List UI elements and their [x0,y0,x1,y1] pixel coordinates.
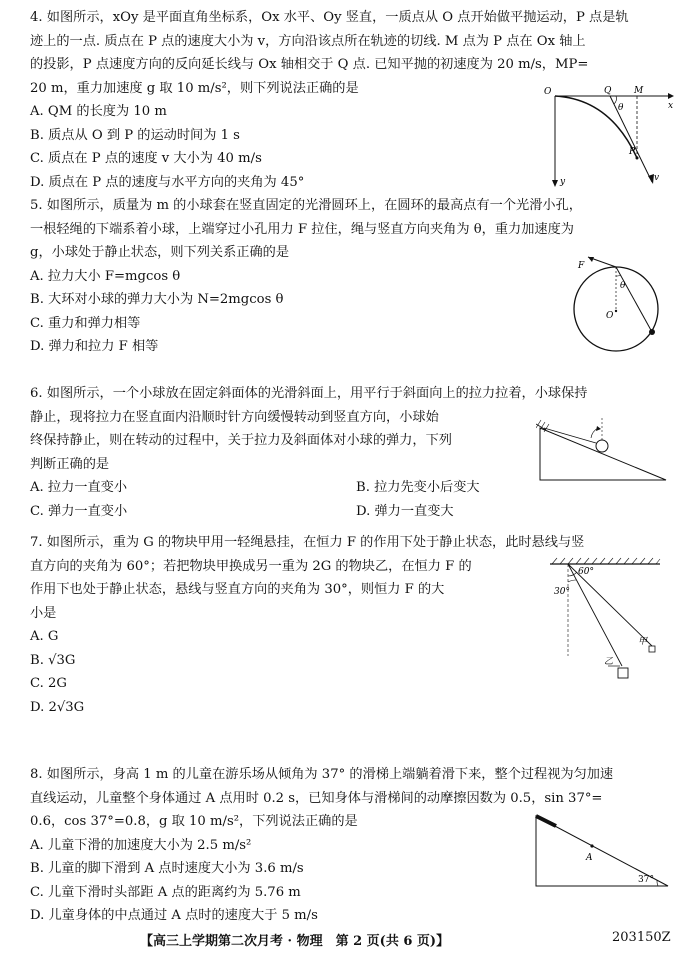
q8-label-a: A [586,853,593,863]
q4-label-v: v [654,173,660,183]
q7-line-2: 直方向的夹角为 60°；若把物块甲换成另一重为 2G 的物块乙，在恒力 F 的 [30,558,472,574]
q5-line-2: 一根轻绳的下端系着小球，上端穿过小孔用力 F 拉住，绳与竖直方向夹角为 θ，重力加速度为 [30,221,574,237]
q6-incline-figure [536,408,671,484]
q8-slide-figure [530,812,675,892]
q4-line-2: 迹上的一点. 质点在 P 点的速度大小为 v，方向沿该点所在轨迹的切线. M 点为 P 点在 Ox 轴上 [30,33,586,49]
q6-options-row-1 [30,476,587,500]
q8-option-c[interactable]: C. 儿童下滑时头部距 A 点的距离约为 5.76 m [30,884,301,900]
q8-line-1: 8. 如图所示，身高 1 m 的儿童在游乐场从倾角为 37° 的滑梯上端躺着滑下来，整个过程视为匀加速 [30,767,614,782]
q4-label-y: y [560,177,566,187]
q4-projectile-figure [540,84,675,190]
q7-label-yi: 乙 [604,657,614,667]
q5-line-1: 5. 如图所示，质量为 m 的小球套在竖直固定的光滑圆环上，在圆环的最高点有一个光滑小孔， [30,198,582,213]
q6-option-c[interactable]: C. 弹力一直变小 [30,503,128,519]
q7-option-c[interactable]: C. 2G [30,676,67,691]
q8-label-angle: 37° [638,875,654,885]
q8-line-2: 直线运动，儿童整个身体通过 A 点用时 0.2 s，已知身体与滑梯间的动摩擦因数为 0.5，sin 37°= [30,790,603,806]
q7-label-jia: 甲 [638,637,648,647]
q7-option-b[interactable]: B. √3G [30,652,76,668]
q4-label-p: P [629,147,636,157]
q6-line-3: 终保持静止，则在转动的过程中，关于拉力及斜面体对小球的弹力，下列 [30,433,452,448]
q7-label-60: 60° [578,567,594,577]
q5-option-d[interactable]: D. 弹力和拉力 F 相等 [30,339,159,354]
q6-line-1: 6. 如图所示，一个小球放在固定斜面体的光滑斜面上，用平行于斜面向上的拉力拉着，小球保持 [30,386,588,401]
q6-line-4: 判断正确的是 [30,456,110,472]
footer-title: 【高三上学期第二次月考 · 物理 第 2 页(共 6 页)】 [140,934,450,949]
q5-line-3: g，小球处于静止状态，则下列关系正确的是 [30,245,290,260]
q6-options-row-2 [30,500,587,524]
q7-line-1: 7. 如图所示，重为 G 的物块甲用一轻绳悬挂，在恒力 F 的作用下处于静止状态，此时悬线与竖 [30,535,585,550]
q4-option-a[interactable]: A. QM 的长度为 10 m [30,104,167,119]
q4-label-theta: θ [618,103,624,113]
q4-line-3: 的投影，P 点速度方向的反向延长线与 Ox 轴相交于 Q 点. 已知平抛的初速度为 20 m/s，MP= [30,57,589,72]
q5-option-c[interactable]: C. 重力和弹力相等 [30,315,141,331]
q4-option-c[interactable]: C. 质点在 P 点的速度 v 大小为 40 m/s [30,151,262,166]
q6-option-a[interactable]: A. 拉力一直变小 [30,480,128,495]
q7-suspension-figure [546,556,666,688]
q8-option-d[interactable]: D. 儿童身体的中点通过 A 点时的速度大于 5 m/s [30,908,318,923]
q8-option-a[interactable]: A. 儿童下滑的加速度大小为 2.5 m/s² [30,837,252,853]
q4-line-1: 4. 如图所示，xOy 是平面直角坐标系，Ox 水平、Oy 竖直，一质点从 O 点开始做平抛运动，P 点是轨 [30,10,629,25]
q5-label-theta: θ [620,281,626,291]
q4-line-4: 20 m，重力加速度 g 取 10 m/s²，则下列说法正确的是 [30,80,359,96]
q6-option-d[interactable]: D. 弹力一直变大 [356,503,454,519]
q7-line-4: 小是 [30,605,57,621]
q8-option-b[interactable]: B. 儿童的脚下滑到 A 点时速度大小为 3.6 m/s [30,861,304,876]
question-4 [30,6,629,194]
question-7 [30,531,584,719]
q8-line-3: 0.6，cos 37°=0.8，g 取 10 m/s²，下列说法正确的是 [30,814,358,829]
q5-option-b[interactable]: B. 大环对小球的弹力大小为 N=2mgcos θ [30,292,284,307]
q4-option-d[interactable]: D. 质点在 P 点的速度与水平方向的夹角为 45° [30,174,305,190]
footer-code: 203150Z [612,930,671,945]
q4-label-x: x [668,101,674,111]
q6-option-b[interactable]: B. 拉力先变小后变大 [356,480,480,495]
question-5 [30,194,582,359]
q5-label-f: F [578,261,585,271]
question-8 [30,763,613,928]
q4-label-o: O [544,87,552,97]
q4-option-b[interactable]: B. 质点从 O 到 P 的运动时间为 1 s [30,127,240,143]
q7-line-3: 作用下也处于静止状态，悬线与竖直方向的夹角为 30°，则恒力 F 的大 [30,582,445,597]
question-6 [30,382,587,523]
q5-option-a[interactable]: A. 拉力大小 F=mgcos θ [30,268,181,284]
q7-option-a[interactable]: A. G [30,629,59,644]
q5-label-o: O [606,311,614,321]
q6-line-2: 静止，现将拉力在竖直面内沿顺时针方向缓慢转动到竖直方向，小球始 [30,409,439,425]
q7-label-30: 30° [554,587,570,597]
q5-ring-figure [566,256,666,356]
q4-label-m: M [634,86,644,96]
q7-option-d[interactable]: D. 2√3G [30,699,85,715]
q4-label-q: Q [604,86,612,96]
